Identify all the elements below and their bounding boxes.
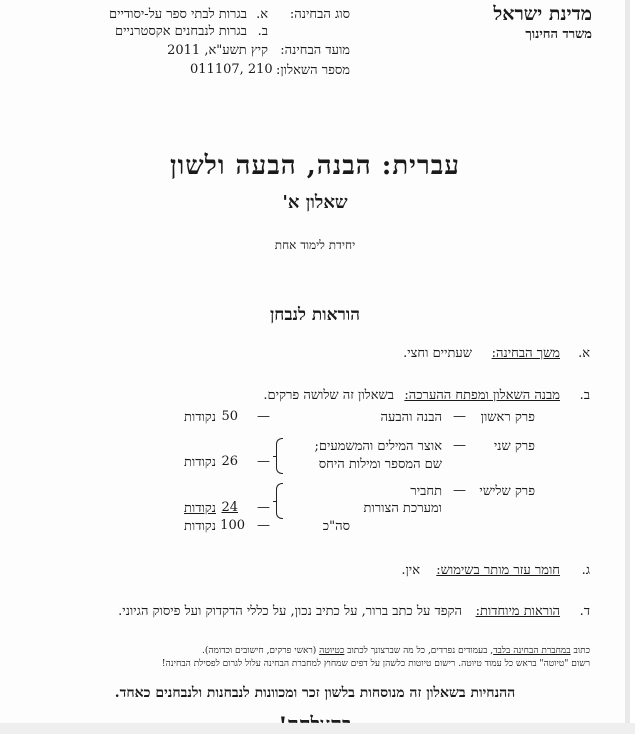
part2-name: פרק שני (493, 439, 535, 454)
part3-topic2: ומערכת הצורות (363, 501, 442, 516)
part2-dash: — (453, 438, 466, 453)
part2-unit: נקודות (183, 455, 216, 470)
part2-topic2: שם המספר ומילות היחס (318, 457, 442, 472)
part1-points: 50 (221, 409, 238, 424)
exam-date-label: מועד הבחינה: (280, 43, 350, 58)
total-unit: נקודות (183, 519, 216, 534)
study-units: יחידת לימוד אחת (274, 238, 356, 252)
part1-dash2: — (257, 409, 270, 424)
exam-number: 011107, 210 (190, 62, 273, 77)
part2-brace (276, 438, 283, 474)
instr-d-text: הקפד על כתב ברור, על כתיב נכון, על כללי הדקדוק ועל פיסוק הגיוני. (118, 604, 462, 619)
part3-dash2: — (257, 500, 270, 515)
exam-number-label: מספר השאלון: (275, 63, 350, 78)
draft-note-line1: כתוב במחברת הבחינה בלבד, בעמודים נפרדים, כל מה שברצונך לכתוב כטיוטה (ראשי פרקים, חישובים וכדומה). (201, 646, 590, 656)
part3-name: פרק שלישי (479, 484, 535, 499)
instr-b-text: בשאלון זה שלושה פרקים. (263, 388, 394, 403)
part3-topic1: תחביר (410, 484, 442, 499)
part3-dash: — (453, 483, 466, 498)
total-label: סה"כ (322, 519, 350, 534)
gender-note: ההנחיות בשאלון זה מנוסחות בלשון זכר ומכוונות לנבחנות ולנבחנים כאחד. (114, 685, 516, 701)
instructions-heading: הוראות לנבחן (269, 305, 361, 325)
exam-type-b: בגרות לנבחנים אקסטרניים (114, 24, 247, 39)
part3-points: 24 (221, 500, 238, 515)
instr-a-letter: א. (578, 346, 590, 361)
part2-topic1: אוצר המילים והמשמעים; (314, 439, 442, 454)
exam-subtitle: שאלון א' (282, 192, 348, 213)
exam-date: קיץ תשע"א, 2011 (167, 43, 268, 58)
part3-brace (276, 483, 283, 519)
page-right-edge (625, 0, 630, 734)
instr-c-letter: ג. (581, 563, 590, 578)
part1-topic: הבנה והבעה (380, 410, 442, 425)
exam-title: עברית: הבנה, הבעה ולשון (169, 151, 461, 181)
total-points: 100 (220, 518, 245, 533)
exam-type-b-letter: ב. (257, 24, 268, 39)
exam-type-a-letter: א. (256, 7, 268, 22)
part1-name: פרק ראשון (480, 410, 535, 425)
instr-d-letter: ד. (579, 604, 590, 619)
instr-b-letter: ב. (579, 388, 590, 403)
instr-d-label: הוראות מיוחדות: (475, 604, 560, 619)
instr-a-label: משך הבחינה: (491, 346, 560, 361)
draft-note-line2: רשום "טיוטה" בראש כל עמוד טיוטה. רישום טיוטות כלשהן על דפים שמחוץ למחברת הבחינה עלול לגרום לפסילת הבחינה! (161, 659, 590, 669)
exam-type-label: סוג הבחינה: (289, 7, 350, 22)
scan-bottom-strip (0, 723, 635, 734)
instr-c-label: חומר עזר מותר בשימוש: (436, 563, 560, 578)
part1-dash: — (453, 409, 466, 424)
ministry-name: משרד החינוך (525, 27, 592, 42)
part1-unit: נקודות (183, 410, 216, 425)
state-name: מדינת ישראל (493, 3, 592, 25)
cut-text-wrapper (0, 712, 630, 723)
exam-type-a: בגרות לבתי ספר על-יסודיים (108, 7, 247, 22)
total-dash: — (257, 518, 270, 533)
part3-unit: נקודות (183, 501, 216, 516)
part2-points: 26 (221, 454, 238, 469)
instr-b-label: מבנה השאלון ומפתח ההערכה: (404, 388, 560, 403)
instr-a-text: שעתיים וחצי. (403, 346, 472, 361)
instr-c-text: אין. (401, 563, 420, 578)
part2-dash2: — (257, 454, 270, 469)
